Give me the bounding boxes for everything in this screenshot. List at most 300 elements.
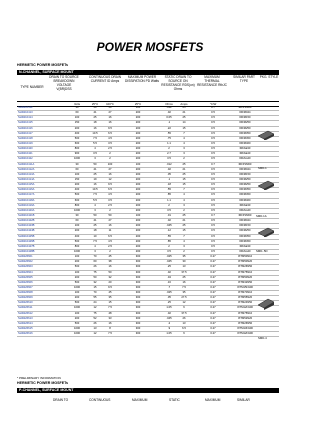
table-cell: 300 xyxy=(135,311,141,315)
table-cell: 1000 xyxy=(74,327,80,331)
table-cell: 200 xyxy=(135,172,141,176)
table-cell: 1.05 xyxy=(166,306,172,310)
table-cell: 0.5 xyxy=(211,249,215,253)
table-cell: IRFM250 xyxy=(239,177,251,181)
table-cell: 4 xyxy=(94,203,96,207)
part-number-cell: SHD226607 xyxy=(18,285,33,289)
table-cell: 200 xyxy=(135,229,141,233)
table-cell: 2 xyxy=(168,147,170,151)
table-cell: IRFAE40 xyxy=(239,152,251,156)
table-cell: 3.5 xyxy=(167,157,171,161)
table-cell: 3 xyxy=(94,208,96,212)
table-cell: 4 xyxy=(183,193,185,197)
table-cell: 2.7 xyxy=(167,152,171,156)
table-cell: 0.5 xyxy=(211,224,215,228)
table-cell: 200 xyxy=(135,167,141,171)
table-cell: IRFAE30 xyxy=(239,244,251,248)
unit-cw: °C/W xyxy=(209,102,217,106)
part-number-cell: SHD210415A xyxy=(18,183,35,187)
table-cell: IRFAG40 xyxy=(239,157,251,161)
header-drain-source: DRAIN TO SOURCE BREAKDOWN VOLTAGE V(BR)DSS xyxy=(49,75,79,92)
part-number-cell: SHD210411A xyxy=(18,162,35,166)
part-number-cell: SHD226603 xyxy=(18,265,33,269)
table-cell: 15 xyxy=(108,301,112,305)
table-cell: 11 xyxy=(108,229,112,233)
table-cell: 25 xyxy=(182,162,186,166)
table-cell: 0.27 xyxy=(210,332,216,336)
table-cell: 7.5 xyxy=(108,306,112,310)
table-cell: 200 xyxy=(74,229,80,233)
table-cell: 900 xyxy=(74,152,80,156)
table-cell: .7 xyxy=(167,285,171,289)
table-cell: 41 xyxy=(93,219,97,223)
table-cell: 26 xyxy=(182,316,186,320)
table-cell: 15 xyxy=(182,177,186,181)
header-continuous-drain: CONTINUOUS DRAIN CURRENT ID Amps xyxy=(88,75,122,84)
table-cell: IRFM450 xyxy=(239,193,251,197)
part-number-cell: SHD210414A xyxy=(18,177,35,181)
table-cell: 200 xyxy=(135,239,141,243)
table-cell: 3.5 xyxy=(167,249,171,253)
table-cell: .2 xyxy=(167,321,171,325)
table-cell: 300 xyxy=(135,270,141,274)
table-cell: .01 xyxy=(167,213,171,217)
table-cell: 150 xyxy=(74,177,80,181)
table-cell: 4.5 xyxy=(108,239,112,243)
part-number-cell: SHD226613 xyxy=(18,316,33,320)
table-cell: 300 xyxy=(135,260,141,264)
table-cell: IRFM250 xyxy=(239,229,251,233)
part-number-cell: SHD210418 xyxy=(18,136,33,140)
table-cell: IRFM350 xyxy=(239,131,251,135)
part-number-cell: SHD210413A xyxy=(18,172,35,176)
part-number-cell: SHD226605 xyxy=(18,275,33,279)
table-cell: 8 xyxy=(109,327,111,331)
table-cell: 0.5 xyxy=(211,239,215,243)
table-cell: 4.5 xyxy=(108,193,112,197)
table-cell: 2 xyxy=(168,203,170,207)
table-cell: 0.27 xyxy=(210,327,216,331)
table-cell: IXTM12N100 xyxy=(237,332,253,336)
table-cell: 0.7 xyxy=(211,106,215,109)
table-cell: 500 xyxy=(74,301,80,305)
table-cell: .02 xyxy=(167,167,171,171)
part-number-cell: SHD210412A xyxy=(18,167,35,171)
table-cell: 0.05 xyxy=(166,116,172,120)
t2-header-static: STATIC xyxy=(169,398,180,402)
table-cell: 25 xyxy=(182,224,186,228)
table-cell: 4 xyxy=(94,244,96,248)
table-cell: 1000 xyxy=(74,249,80,253)
table-cell: 37.5 xyxy=(181,311,187,315)
table-cell: 0.27 xyxy=(210,280,216,284)
table-cell: 50 xyxy=(93,106,97,109)
part-number-cell: SHD210421B xyxy=(18,213,35,217)
table-cell: 16 xyxy=(93,183,97,187)
table-cell: 200 xyxy=(74,183,80,187)
part-number-cell: SHD210417 xyxy=(18,131,33,135)
t2-header-continuous: CONTINUOUS xyxy=(89,398,111,402)
table-row xyxy=(17,332,279,337)
table-cell: 50 xyxy=(93,162,97,166)
table-cell: 7 xyxy=(183,131,185,135)
table-cell: .045 xyxy=(166,260,172,264)
part-number-cell: SHD226615 xyxy=(18,327,33,331)
table-cell: IXTM26N50 xyxy=(237,265,253,269)
part-number-cell: SHD210419A xyxy=(18,203,35,207)
table-cell: IRFM350 xyxy=(239,188,251,192)
table-cell: 16 xyxy=(108,224,112,228)
table-cell: 0.5 xyxy=(211,198,215,202)
table-cell: 0.27 xyxy=(210,311,216,315)
table-cell: 0.5 xyxy=(211,208,215,212)
table-cell: .02 xyxy=(167,111,171,115)
table-cell: 200 xyxy=(135,203,141,207)
table-cell: 60 xyxy=(75,219,79,223)
table-cell: 0.5 xyxy=(211,152,215,156)
table-cell: IXTM75N10 xyxy=(237,311,253,315)
table1-bar: N-CHANNEL, SURFACE MOUNT xyxy=(17,70,279,75)
table-cell: 16 xyxy=(182,280,186,284)
table-cell: IRFM150 xyxy=(239,116,251,120)
table-cell: 32 xyxy=(93,280,97,284)
table-cell: 37.5 xyxy=(181,270,187,274)
table-cell: 300 xyxy=(135,285,141,289)
table-cell: 50 xyxy=(108,106,112,109)
table-cell: 200 xyxy=(135,111,141,115)
table-cell: 25 xyxy=(182,116,186,120)
smd-package-icon xyxy=(256,128,276,140)
part-number-cell: SHD210425B xyxy=(18,234,35,238)
part-number-cell: SHD226609 xyxy=(18,296,33,300)
table-cell: .02 xyxy=(167,219,171,223)
table-cell: 3.5 xyxy=(167,208,171,212)
table-cell: 200 xyxy=(135,219,141,223)
table-cell: 600 xyxy=(74,198,80,202)
table-cell: 35 xyxy=(108,296,112,300)
table-cell: 32 xyxy=(108,275,112,279)
table-cell: 200 xyxy=(74,260,80,264)
pkg-label-3: SMD-.5D xyxy=(256,249,268,253)
table-cell: 1000 xyxy=(74,306,80,310)
part-number-cell: SHD210421 xyxy=(18,152,33,156)
table-cell: 200 xyxy=(135,141,141,145)
table-cell: 0.5 xyxy=(211,229,215,233)
table-cell: 400 xyxy=(74,131,80,135)
table-cell: 3 xyxy=(94,157,96,161)
table-cell: .1 xyxy=(167,121,171,125)
table-cell: 4 xyxy=(183,239,185,243)
table-cell: IRFM044 xyxy=(239,219,251,223)
table-cell: 2 xyxy=(109,208,111,212)
table-cell: IRFM250 xyxy=(239,126,251,130)
table-cell: 21 xyxy=(182,219,186,223)
table-cell: .25 xyxy=(167,301,171,305)
table-cell: 15 xyxy=(182,183,186,187)
table-cell: 0.5 xyxy=(211,121,215,125)
table-cell: 100 xyxy=(135,162,141,166)
table-cell: 25 xyxy=(182,172,186,176)
table-cell: 1000 xyxy=(74,208,80,212)
table-cell: .55 xyxy=(167,188,171,192)
table-cell: 0.5 xyxy=(211,157,215,161)
table-cell: 200 xyxy=(135,147,141,151)
table-cell: 25 xyxy=(93,116,97,120)
part-number-cell: SHD210412 xyxy=(18,106,33,109)
table-cell: IRFM250 xyxy=(239,183,251,187)
table-cell: 38 xyxy=(108,260,112,264)
table-cell: 16 xyxy=(108,121,112,125)
table-cell: 2 xyxy=(109,249,111,253)
table-cell: 1000 xyxy=(74,285,80,289)
table-cell: 0.27 xyxy=(210,255,216,259)
table-cell: 100 xyxy=(74,255,80,259)
table-cell: 300 xyxy=(135,275,141,279)
table-cell: .85 xyxy=(167,239,171,243)
table-cell: 200 xyxy=(74,296,80,300)
table-cell: 13 xyxy=(182,321,186,325)
table-cell: 6.5 xyxy=(182,327,186,331)
table-cell: IXTM50N10 xyxy=(237,255,253,259)
table-cell: 200 xyxy=(135,249,141,253)
part-number-cell: SHD226614 xyxy=(18,321,33,325)
table-cell: 45 xyxy=(108,291,112,295)
table-cell: 10.5 xyxy=(92,131,98,135)
table-cell: 0.27 xyxy=(210,291,216,295)
table-cell: 50 xyxy=(108,213,112,217)
table-cell: 0.27 xyxy=(210,321,216,325)
table-cell: 200 xyxy=(135,183,141,187)
table-cell: .85 xyxy=(167,193,171,197)
table-cell: 0.5 xyxy=(211,131,215,135)
table-cell: 7.5 xyxy=(93,193,97,197)
table-cell: 500 xyxy=(74,136,80,140)
unit-100c: 100°C xyxy=(106,102,114,106)
table-cell: 1000 xyxy=(74,157,80,161)
table-cell: IXTM26N50 xyxy=(237,321,253,325)
table-cell: 400 xyxy=(74,188,80,192)
table-cell: 0.7 xyxy=(211,213,215,217)
table-cell: 0.27 xyxy=(210,260,216,264)
table-cell: 1.05 xyxy=(166,332,172,336)
table-cell: .55 xyxy=(167,131,171,135)
table-cell: 200 xyxy=(135,126,141,130)
table-cell: 100 xyxy=(74,270,80,274)
table-cell: 0.5 xyxy=(211,234,215,238)
table-cell: 6.5 xyxy=(108,234,112,238)
table-cell: 7 xyxy=(183,234,185,238)
table-cell: 0.5 xyxy=(211,167,215,171)
table-cell: 6.5 xyxy=(108,188,112,192)
table-cell: IRFM460 xyxy=(239,198,251,202)
table-cell: 1000 xyxy=(74,332,80,336)
part-number-cell: SHD210428B xyxy=(18,249,35,253)
table-cell: .02 xyxy=(167,270,171,274)
table-cell: 13 xyxy=(182,265,186,269)
table-cell: 7.5 xyxy=(93,239,97,243)
table-cell: 52 xyxy=(93,316,97,320)
table-cell: 200 xyxy=(135,136,141,140)
table-cell: 200 xyxy=(74,275,80,279)
table-cell: IRFP1M60 xyxy=(238,162,252,166)
part-number-cell: SHD210420A xyxy=(18,208,35,212)
unit-25c: 25°C xyxy=(91,102,99,106)
table-cell: 300 xyxy=(135,291,141,295)
table-cell: 16 xyxy=(108,116,112,120)
table-cell: IXTM52N20 xyxy=(237,316,253,320)
table-cell: 0.5 xyxy=(211,126,215,130)
table-cell: 100 xyxy=(74,172,80,176)
table-cell: 18 xyxy=(93,229,97,233)
table-cell: IXTM55N20 xyxy=(237,296,253,300)
part-number-cell: SHD210426B xyxy=(18,239,35,243)
table-cell: 300 xyxy=(135,280,141,284)
table-cell: 15 xyxy=(93,285,97,289)
part-number-cell: SHD210415 xyxy=(18,121,33,125)
table-cell: 300 xyxy=(135,316,141,320)
table-cell: .02 xyxy=(167,311,171,315)
part-number-cell: SHD226611 xyxy=(18,306,33,310)
table-cell: 200 xyxy=(135,193,141,197)
table-cell: 100 xyxy=(74,224,80,228)
table-cell: .045 xyxy=(166,316,172,320)
table-cell: 2.5 xyxy=(108,244,112,248)
table-cell: .045 xyxy=(166,224,172,228)
table-cell: IRFM350 xyxy=(239,234,251,238)
table-cell: 0.27 xyxy=(210,301,216,305)
table-cell: 0.27 xyxy=(210,270,216,274)
table-cell: 55 xyxy=(93,296,97,300)
table-cell: 16 xyxy=(93,126,97,130)
table-cell: 0.27 xyxy=(210,285,216,289)
table-cell: 75 xyxy=(93,311,97,315)
unit-ohms: Ohms xyxy=(165,102,173,106)
table-cell: 50 xyxy=(93,275,97,279)
table-cell: 100 xyxy=(135,106,141,109)
table-cell: 50 xyxy=(108,270,112,274)
unit-amps: Amps xyxy=(180,102,188,106)
t2-header-maximum: MAXIMUM xyxy=(132,398,148,402)
table-cell: 7.5 xyxy=(108,332,112,336)
table-cell: 500 xyxy=(74,239,80,243)
t2-header-similar: SIMILAR xyxy=(237,398,250,402)
part-number-cell: SHD210424B xyxy=(18,229,35,233)
table-cell: .012 xyxy=(166,106,172,109)
table-cell: 2 xyxy=(109,157,111,161)
table-cell: IXTM75N10 xyxy=(237,270,253,274)
table-cell: 0.5 xyxy=(211,136,215,140)
table-cell: 3.5 xyxy=(93,152,97,156)
table-cell: 9.5 xyxy=(108,183,112,187)
table-cell: .18 xyxy=(167,183,171,187)
part-number-cell: SHD226606 xyxy=(18,280,33,284)
table-cell: 4 xyxy=(183,141,185,145)
header-max-power: MAXIMUM POWER DISSIPATION PD Watts xyxy=(125,75,159,84)
table-cell: .025 xyxy=(166,255,172,259)
table-cell: 800 xyxy=(74,147,80,151)
table-cell: 48 xyxy=(108,311,112,315)
table-cell: IXTM24N50 xyxy=(237,301,253,305)
table-cell: 0.5 xyxy=(211,116,215,120)
table-cell: .12 xyxy=(167,229,171,233)
table-cell: 7.5 xyxy=(93,136,97,140)
table-cell: 150 xyxy=(74,121,80,125)
table-cell: 200 xyxy=(135,177,141,181)
table-cell: 200 xyxy=(135,188,141,192)
part-number-cell: SHD210422B xyxy=(18,219,35,223)
table-cell: 26 xyxy=(93,265,97,269)
smd-package-icon xyxy=(256,225,276,237)
table-cell: 5.5 xyxy=(93,141,97,145)
table-cell: 25 xyxy=(182,275,186,279)
table-cell: IRFP1M60 xyxy=(238,213,252,217)
part-number-cell: SHD210422 xyxy=(18,157,33,161)
table-cell: 70 xyxy=(93,291,97,295)
table-cell: IXTM15N100 xyxy=(237,285,253,289)
table-cell: .05 xyxy=(167,172,171,176)
table-cell: .16 xyxy=(167,280,171,284)
table-cell: 3.5 xyxy=(108,198,112,202)
table-cell: 100 xyxy=(74,291,80,295)
table-cell: 25 xyxy=(93,172,97,176)
table-cell: 5.5 xyxy=(93,198,97,202)
table-cell: 600 xyxy=(74,141,80,145)
table-cell: 16 xyxy=(108,172,112,176)
table-cell: 0.5 xyxy=(211,244,215,248)
header-static-rds: STATIC DRAIN TO SOURCE ON RESISTANCE RDS(on) Ohms xyxy=(161,75,195,92)
table-cell: IXTM70N10 xyxy=(237,291,253,295)
table-cell: 27 xyxy=(108,219,112,223)
table-cell: IXTM12N100 xyxy=(237,306,253,310)
table-cell: 27.5 xyxy=(181,296,187,300)
table-cell: 300 xyxy=(135,332,141,336)
table-cell: 3 xyxy=(94,249,96,253)
table-cell: 6 xyxy=(183,332,185,336)
table-cell: IRFAE30 xyxy=(239,203,251,207)
table-cell: 12 xyxy=(93,306,97,310)
table-cell: 24 xyxy=(93,301,97,305)
table-cell: 0.5 xyxy=(211,141,215,145)
table-cell: IRFAG40 xyxy=(239,249,251,253)
table-cell: 3 xyxy=(183,244,185,248)
table-cell: 16 xyxy=(108,321,112,325)
table-cell: 15 xyxy=(182,126,186,130)
table-cell: 800 xyxy=(74,244,80,248)
table-cell: .1 xyxy=(167,177,171,181)
part-number-cell: SHD226608 xyxy=(18,291,33,295)
table-cell: 2 xyxy=(109,152,111,156)
table-cell: 60 xyxy=(75,111,79,115)
table-cell: 500 xyxy=(74,193,80,197)
table-cell: 21 xyxy=(182,167,186,171)
header-thermal: MAXIMUM THERMAL RESISTANCE RthJC xyxy=(197,75,227,88)
table-cell: IRFP1M60 xyxy=(238,106,252,109)
page-title: POWER MOSFETS xyxy=(96,40,204,54)
table-cell: 1.1 xyxy=(167,198,171,202)
table-cell: IXTM13N100 xyxy=(237,327,253,331)
smd-package-icon xyxy=(256,178,276,190)
table-cell: IRFAE30 xyxy=(239,147,251,151)
table-cell: 200 xyxy=(135,198,141,202)
table-cell: 0.5 xyxy=(211,219,215,223)
table-cell: 500 xyxy=(74,280,80,284)
table-cell: .05 xyxy=(167,296,171,300)
table-cell: 0.5 xyxy=(211,147,215,151)
table-cell: 9.5 xyxy=(108,285,112,289)
table-cell: 2.5 xyxy=(108,203,112,207)
table-cell: 12 xyxy=(182,301,186,305)
table-cell: 26 xyxy=(93,321,97,325)
